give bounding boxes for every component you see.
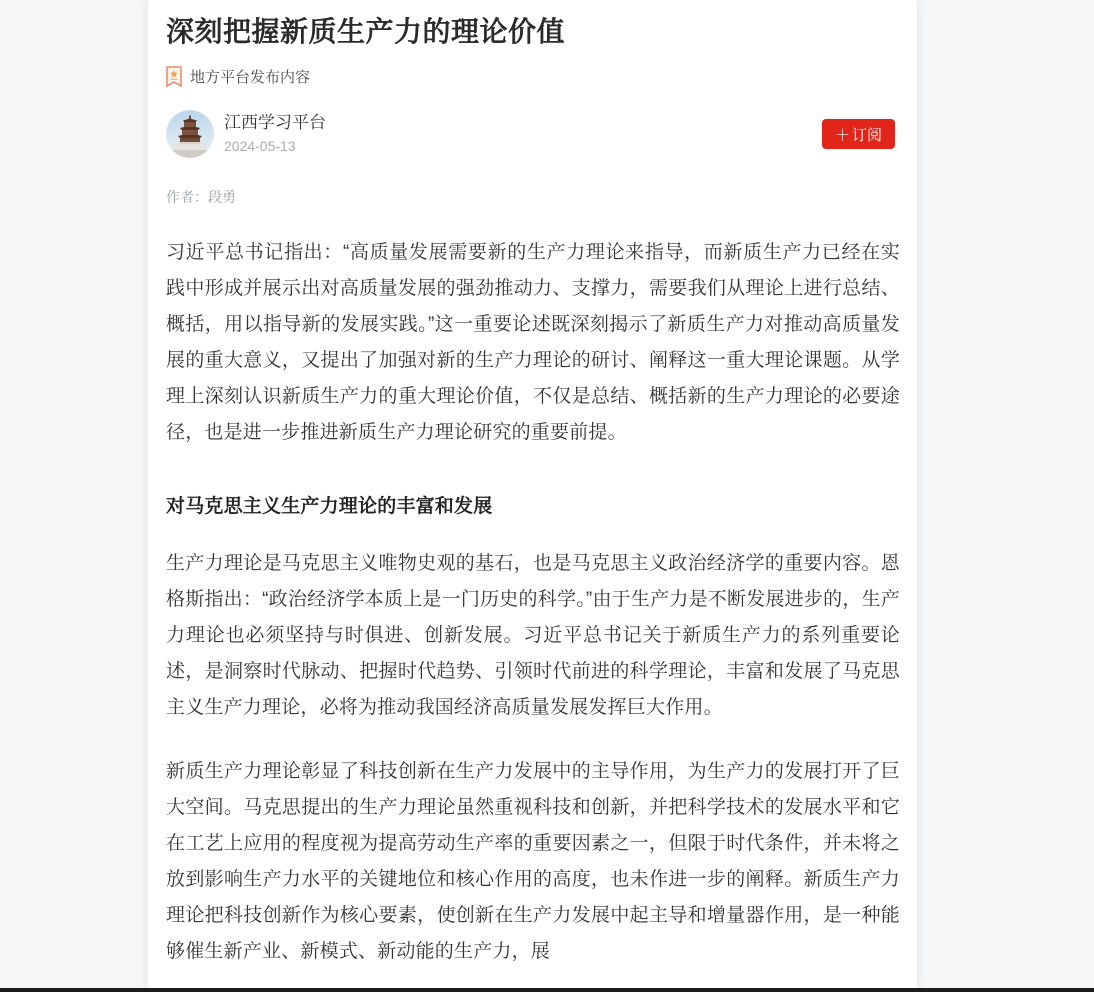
article-paragraph: 生产力理论是马克思主义唯物史观的基石，也是马克思主义政治经济学的重要内容。恩格斯指出：“政治经济学本质上是一门历史的科学。”由于生产力是不断发展进步的，生产力理论也必须坚持与时俱进、创新发展。习近平总书记关于新质生产力的系列重要论述，是洞察时代脉动、把握时代趋势、引领时代前进的科学理论，丰富和发展了马克思主义生产力理论，必将为推动我国经济高质量发展发挥巨大作用。 xyxy=(166,553,900,718)
page-title: 深刻把握新质生产力的理论价值 xyxy=(166,16,566,47)
publisher-name[interactable]: 江西学习平台 xyxy=(224,113,326,132)
publisher-avatar[interactable] xyxy=(166,110,214,158)
article-body xyxy=(166,235,900,970)
publish-date: 2024-05-13 xyxy=(224,138,296,154)
section-heading: 对马克思主义生产力理论的丰富和发展 xyxy=(166,496,493,517)
article-paragraph: 新质生产力理论彰显了科技创新在生产力发展中的主导作用，为生产力的发展打开了巨大空间。马克思提出的生产力理论虽然重视科技和创新，并把科学技术的发展水平和它在工艺上应用的程度视为提高劳动生产率的重要因素之一，但限于时代条件，并未将之放到影响生产力水平的关键地位和核心作用的高度，也未作进一步的阐释。新质生产力理论把科技创新作为核心要素，使创新在生产力发展中起主导和增量器作用，是一种能够催生新产业、新模式、新动能的生产力，展 xyxy=(166,761,900,962)
window-bottom-edge xyxy=(0,988,1094,992)
badge-label: 地方平台发布内容 xyxy=(190,69,311,86)
ribbon-star-icon xyxy=(166,66,182,87)
plus-icon: ＋ xyxy=(834,126,850,144)
article-paragraph: 习近平总书记指出：“高质量发展需要新的生产力理论来指导，而新质生产力已经在实践中形成并展示出对高质量发展的强劲推动力、支撑力，需要我们从理论上进行总结、概括，用以指导新的发展实践。”这一重要论述既深刻揭示了新质生产力对推动高质量发展的重大意义，又提出了加强对新的生产力理论的研讨、阐释这一重大理论课题。从学理上深刻认识新质生产力的重大理论价值，不仅是总结、概括新的生产力理论的必要途径，也是进一步推进新质生产力理论研究的重要前提。 xyxy=(166,242,900,443)
publisher-meta xyxy=(224,112,326,156)
subscribe-label: 订阅 xyxy=(851,126,882,144)
origin-badge xyxy=(166,66,900,87)
subscribe-button[interactable] xyxy=(822,119,895,149)
article-card xyxy=(148,0,917,992)
publisher-row xyxy=(166,110,900,158)
author-line: 作者：段勇 xyxy=(166,189,236,205)
